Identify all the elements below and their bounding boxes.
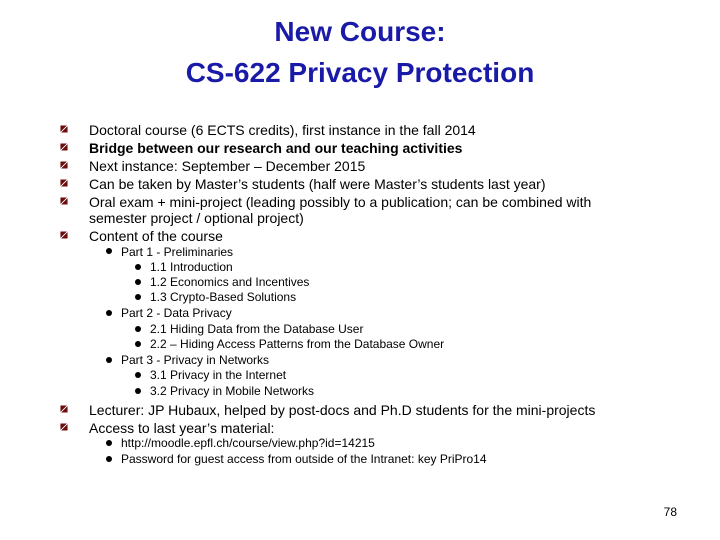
- part-1-label: Part 1 - Preliminaries: [121, 245, 234, 259]
- page-number: 78: [663, 505, 677, 519]
- square-bullet-icon: [60, 405, 68, 413]
- bullet-access: Access to last year’s material:: [89, 420, 275, 436]
- slide-title-line2: CS-622 Privacy Protection: [185, 57, 535, 88]
- round-bullet-icon: [135, 279, 141, 285]
- part-1-item: 1.1 Introduction: [150, 260, 233, 274]
- square-bullet-icon: [60, 125, 68, 133]
- guest-password-note: Password for guest access from outside of the Intranet: key PriPro14: [121, 452, 487, 466]
- bullet-exam: Oral exam + mini-project (leading possibly to a publication; can be combined with: [89, 194, 592, 210]
- square-bullet-icon: [60, 197, 68, 205]
- round-bullet-icon: [135, 372, 141, 378]
- square-bullet-icon: [60, 179, 68, 187]
- bullet-course-type: Doctoral course (6 ECTS credits), first instance in the fall 2014: [89, 122, 476, 138]
- bullet-bridge: Bridge between our research and our teaching activities: [89, 140, 463, 156]
- round-bullet-icon: [106, 248, 112, 254]
- moodle-link[interactable]: http://moodle.epfl.ch/course/view.php?id=14215: [121, 436, 375, 450]
- round-bullet-icon: [106, 357, 112, 363]
- part-1-item: 1.3 Crypto-Based Solutions: [150, 290, 297, 304]
- part-1-item: 1.2 Economics and Incentives: [150, 275, 310, 289]
- square-bullet-icon: [60, 423, 68, 431]
- bullet-next-instance: Next instance: September – December 2015: [89, 158, 366, 174]
- part-3-item: 3.1 Privacy in the Internet: [150, 368, 287, 382]
- round-bullet-icon: [135, 264, 141, 270]
- round-bullet-icon: [106, 440, 112, 446]
- round-bullet-icon: [135, 341, 141, 347]
- round-bullet-icon: [106, 456, 112, 462]
- slide-title-line1: New Course:: [274, 16, 446, 47]
- part-2-item: 2.2 – Hiding Access Patterns from the Database Owner: [150, 337, 445, 351]
- bullet-lecturer: Lecturer: JP Hubaux, helped by post-docs and Ph.D students for the mini-projects: [89, 402, 596, 418]
- part-3-item: 3.2 Privacy in Mobile Networks: [150, 384, 315, 398]
- square-bullet-icon: [60, 143, 68, 151]
- bullet-masters: Can be taken by Master’s students (half were Master’s students last year): [89, 176, 546, 192]
- part-2-item: 2.1 Hiding Data from the Database User: [150, 322, 364, 336]
- square-bullet-icon: [60, 231, 68, 239]
- round-bullet-icon: [106, 310, 112, 316]
- bullet-content: Content of the course: [89, 228, 223, 244]
- bullet-exam-continued: semester project / optional project): [89, 210, 304, 226]
- round-bullet-icon: [135, 388, 141, 394]
- part-2-label: Part 2 - Data Privacy: [121, 306, 232, 320]
- square-bullet-icon: [60, 161, 68, 169]
- round-bullet-icon: [135, 326, 141, 332]
- part-3-label: Part 3 - Privacy in Networks: [121, 353, 270, 367]
- round-bullet-icon: [135, 294, 141, 300]
